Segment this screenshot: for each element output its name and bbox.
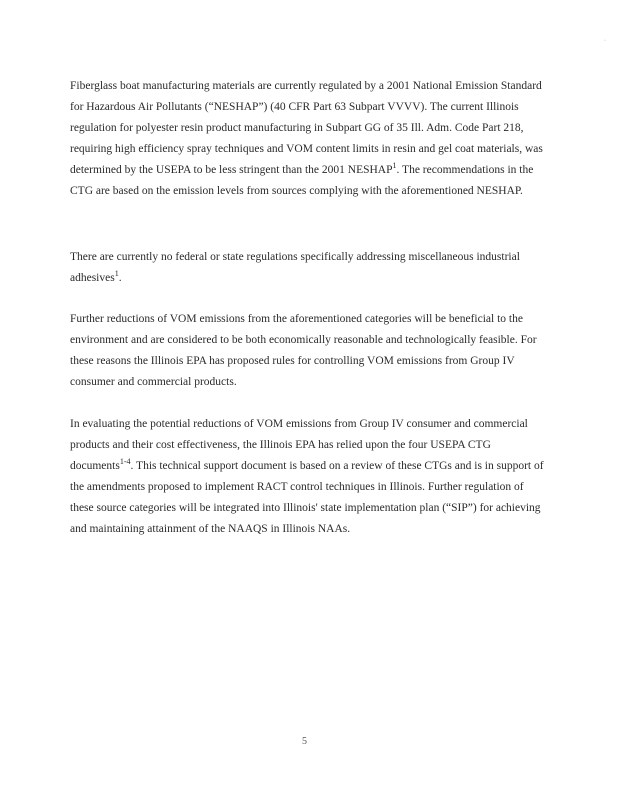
paragraph-text-cont: . The recommendations in the CTG are based on the emission levels from sources complying with the aforementioned NESHAP. [70, 164, 534, 197]
paragraph-text-cont: . [118, 272, 122, 284]
paragraph-text-cont: . This technical support document is based on a review of these CTGs and is in support of the amendments proposed to implement RACT control techniques in Illinois. Further regulation of these source categories will be integrated into Illinois' state implementation plan (“SIP”) for achieving and maintaining attainment of the NAAQS in Illinois NAAs. [70, 460, 544, 535]
footnote-ref: 1 [114, 269, 119, 279]
paragraph-text: There are currently no federal or state regulations specifically addressing miscellaneous industrial adhesives [70, 251, 520, 284]
paragraph-adhesives [70, 247, 548, 289]
footnote-ref: 1 [392, 161, 397, 171]
paragraph-evaluating [70, 414, 548, 540]
paragraph-text: In evaluating the potential reductions of VOM emissions from Group IV consumer and commercial products and their cost effectiveness, the Illinois EPA has relied upon the four USEPA CTG documents [70, 418, 528, 472]
margin-mark: · [604, 38, 606, 44]
paragraph-fiberglass-boat [70, 76, 548, 202]
page-number: 5 [302, 736, 307, 747]
paragraph-text: Fiberglass boat manufacturing materials are currently regulated by a 2001 National Emission Standard for Hazardous Air Pollutants (“NESHAP”) (40 CFR Part 63 Subpart VVVV). The current Illinois regulation for polyester resin product manufacturing in Subpart GG of 35 Ill. Adm. Code Part 218, requiring high efficiency spray techniques and VOM content limits in resin and gel coat materials, was determined by the USEPA to be less stringent than the 2001 NESHAP [70, 80, 543, 176]
paragraph-text: Further reductions of VOM emissions from the aforementioned categories will be beneficial to the environment and are considered to be both economically reasonable and technologically feasible. For these reasons the Illinois EPA has proposed rules for controlling VOM emissions from Group IV consumer and commercial products. [70, 313, 537, 388]
footnote-ref: 1-4 [119, 457, 131, 467]
paragraph-further-reductions [70, 309, 548, 393]
